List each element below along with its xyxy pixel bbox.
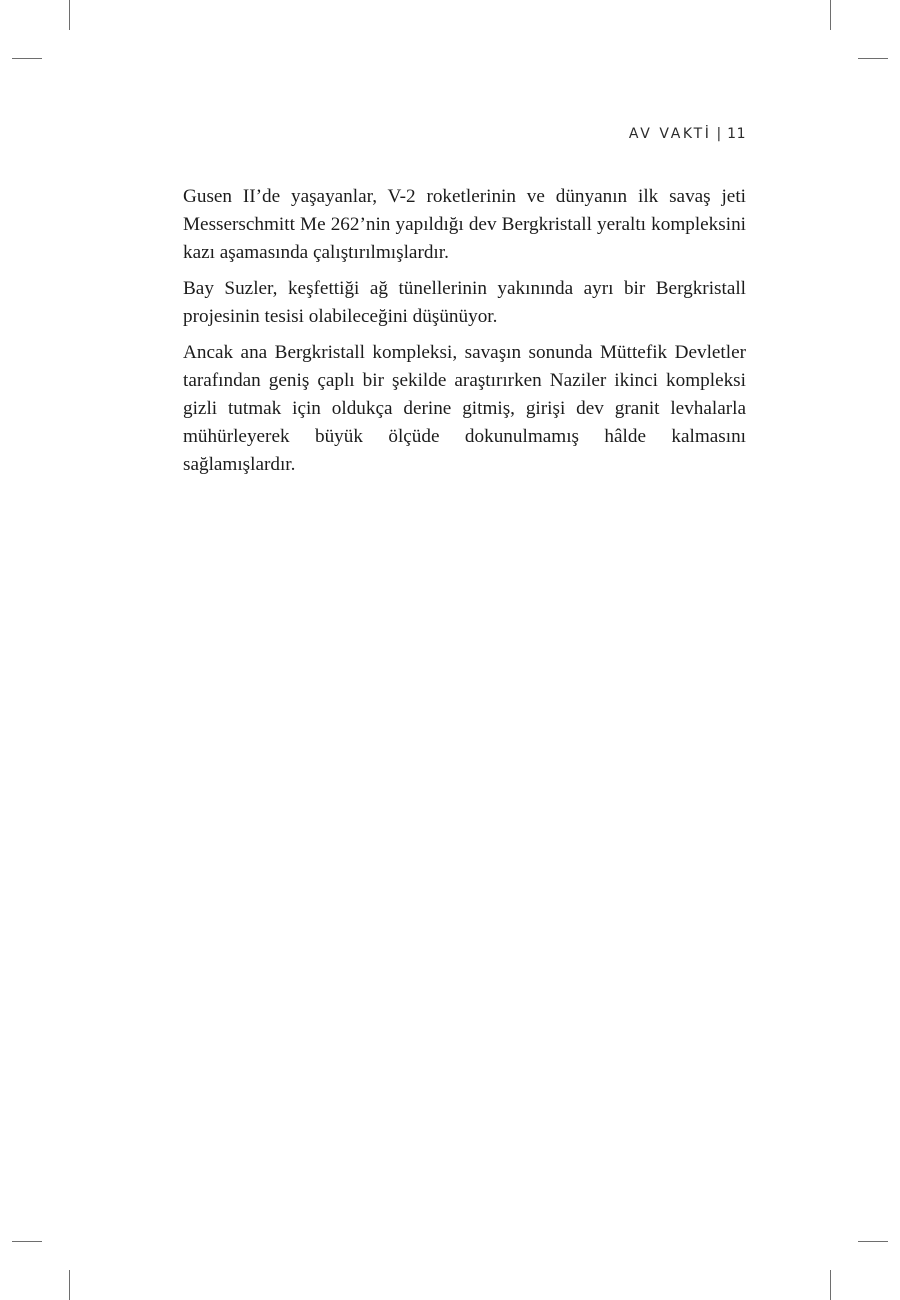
crop-mark-bottom-left-vertical (69, 1270, 70, 1300)
crop-mark-top-left-vertical (69, 0, 70, 30)
crop-mark-top-right-horizontal (858, 58, 888, 59)
paragraph: Gusen II’de yaşayanlar, V-2 roketlerinin ve dünyanın ilk savaş jeti Messerschmitt Me 262’nin yapıldığı dev Bergkristall yeraltı kompleksini kazı aşamasında çalıştırılmışlardır. (183, 186, 746, 263)
crop-mark-bottom-right-vertical (830, 1270, 831, 1300)
crop-mark-bottom-left-horizontal (12, 1241, 42, 1242)
running-head-title: AV VAKTİ (628, 126, 712, 142)
crop-mark-top-right-vertical (830, 0, 831, 30)
crop-mark-top-left-horizontal (12, 58, 42, 59)
body-text (183, 183, 746, 487)
running-head-separator: | (716, 126, 722, 142)
crop-mark-bottom-right-horizontal (858, 1241, 888, 1242)
paragraph: Ancak ana Bergkristall kompleksi, savaşın sonunda Müttefik Devletler tarafından geniş çaplı bir şekilde araştırırken Naziler ikinci kompleksi gizli tutmak için oldukça derine gitmiş, girişi dev granit levhalarla mühürleyerek büyük ölçüde dokunulmamış hâlde kalmasını sağlamışlardır. (183, 342, 746, 475)
paragraph: Bay Suzler, keşfettiği ağ tünellerinin yakınında ayrı bir Bergkristall projesinin tesisi olabileceğini düşünüyor. (183, 278, 746, 327)
page-number: 11 (727, 126, 746, 142)
running-head (629, 126, 746, 142)
